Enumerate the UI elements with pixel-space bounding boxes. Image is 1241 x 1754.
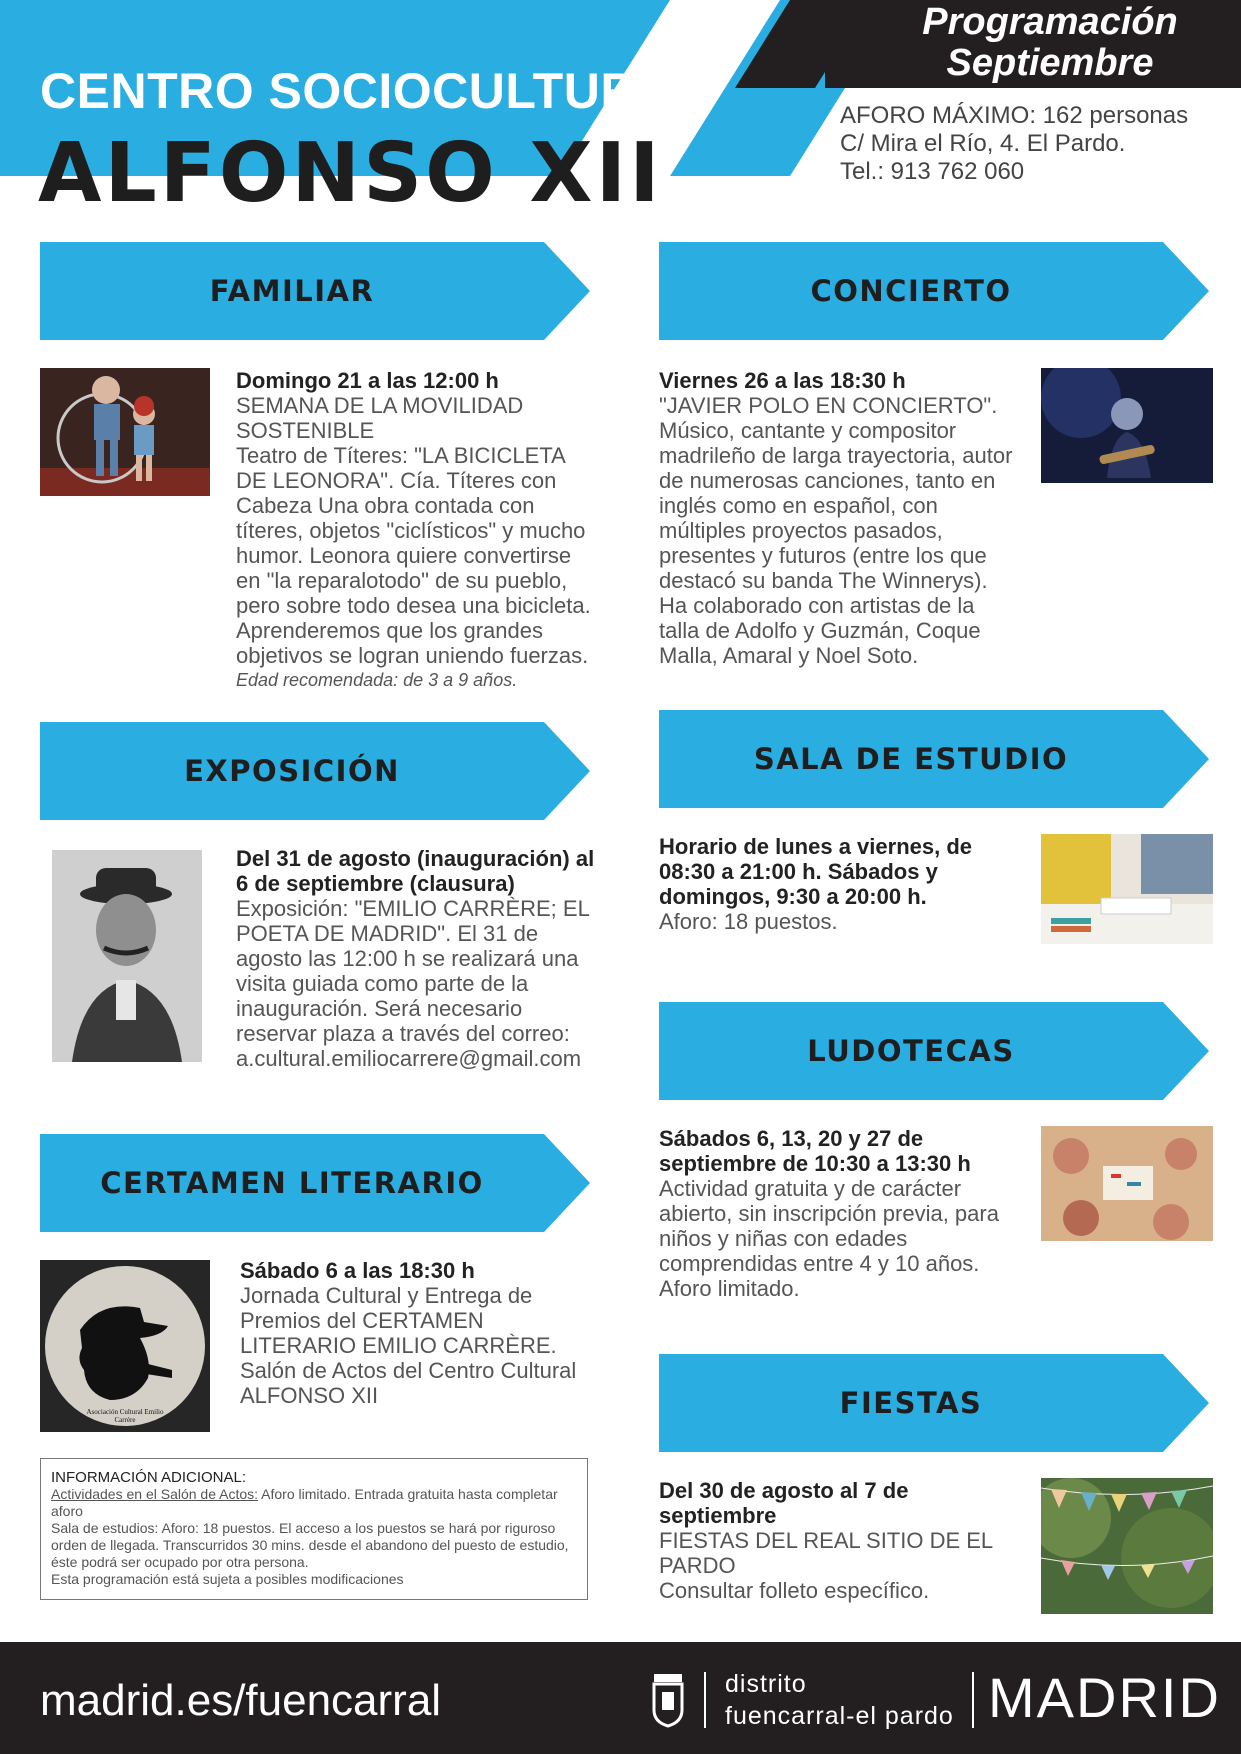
section-label-familiar: FAMILIAR xyxy=(209,274,375,308)
center-subtitle: CENTRO SOCIOCULTURAL xyxy=(40,63,705,119)
estudio-date: Horario de lunes a viernes, de 08:30 a 21:00 h. Sábados y domingos, 9:30 a 20:00 h. xyxy=(659,834,973,909)
section-banner-certamen xyxy=(40,1134,590,1232)
fiestas-bunting-image xyxy=(1041,1478,1213,1614)
footer-distrito: distrito xyxy=(725,1670,807,1698)
contact-info xyxy=(840,102,1188,186)
fiestas-date: Del 30 de agosto al 7 de septiembre xyxy=(659,1478,909,1528)
asociacion-logo-text: Asociación Cultural Emilio Carrère xyxy=(86,1408,164,1424)
concierto-body: "JAVIER POLO EN CONCIERTO". Músico, cantante y compositor madrileño de larga trayectoria, autor de numerosas canciones, tanto en inglés como en español, con múltiples proyectos pasados, presentes y futuros (entre los que destacó su banda The Winnerys). Ha colaborado con artistas de la talla de Adolfo y Guzmán, Coque Malla, Amaral y Noel Soto. xyxy=(659,393,1013,668)
section-label-estudio: SALA DE ESTUDIO xyxy=(753,742,1069,776)
ludotecas-date: Sábados 6, 13, 20 y 27 de septiembre de 10:30 a 13:30 h xyxy=(659,1126,971,1176)
section-label-fiestas: FIESTAS xyxy=(839,1386,983,1420)
footer-divider xyxy=(704,1672,706,1728)
address-text: C/ Mira el Río, 4. El Pardo. xyxy=(840,130,1126,157)
certamen-body: Jornada Cultural y Entrega de Premios del CERTAMEN LITERARIO EMILIO CARRÈRE. xyxy=(240,1283,557,1358)
section-banner-concierto xyxy=(659,242,1209,340)
footer-madrid-logo: MADRID xyxy=(988,1666,1221,1729)
section-label-certamen: CERTAMEN LITERARIO xyxy=(100,1166,484,1200)
ludoteca-image xyxy=(1041,1126,1213,1241)
section-banner-exposicion xyxy=(40,722,590,820)
exposicion-body: Exposición: "EMILIO CARRÈRE; EL POETA DE MADRID". El 31 de agosto las 12:00 h se realizará una visita guiada como parte de la inauguración. Será necesario reservar plaza a través del correo: xyxy=(236,896,589,1046)
footer-district-name: fuencarral-el pardo xyxy=(725,1702,954,1730)
info-salon-text: Aforo limitado. Entrada gratuita hasta completar aforo xyxy=(51,1486,558,1519)
info-box xyxy=(40,1458,588,1600)
footer-district xyxy=(725,1668,954,1732)
familiar-body: Teatro de Títeres: "LA BICICLETA DE LEONORA". Cía. Títeres con Cabeza Una obra contada con títeres, objetos "ciclísticos" y mucho humor. Leonora quiere convertirse en "la reparalotodo" de su pueblo, pero sobre todo desea una bicicleta. Aprenderemos que los grandes objetivos se logran uniendo fuerzas. xyxy=(236,443,591,668)
certamen-date: Sábado 6 a las 18:30 h xyxy=(240,1258,475,1283)
info-salon-label: Actividades en el Salón de Actos: xyxy=(51,1486,259,1502)
section-label-concierto: CONCIERTO xyxy=(810,274,1012,308)
section-label-ludotecas: LUDOTECAS xyxy=(807,1034,1015,1068)
study-image xyxy=(1041,834,1213,944)
section-label-exposicion: EXPOSICIÓN xyxy=(184,754,400,788)
puppets-image xyxy=(40,368,210,496)
madrid-crest-icon xyxy=(650,1670,686,1728)
section-banner-ludotecas xyxy=(659,1002,1209,1100)
center-title: ALFONSO XII xyxy=(38,126,663,221)
exposicion-date: Del 31 de agosto (inauguración) al 6 de septiembre (clausura) xyxy=(236,846,595,896)
aforo-text: AFORO MÁXIMO: 162 personas xyxy=(840,102,1189,129)
certamen-place: Salón de Actos del Centro Cultural ALFONSO XII xyxy=(240,1358,577,1408)
concierto-date: Viernes 26 a las 18:30 h xyxy=(659,368,906,393)
fiestas-line1: FIESTAS DEL REAL SITIO DE EL PARDO xyxy=(659,1528,993,1578)
info-salon xyxy=(51,1486,577,1520)
exposicion-email[interactable]: a.cultural.emiliocarrere@gmail.com xyxy=(236,1046,582,1071)
exposicion-text xyxy=(236,846,596,1071)
concierto-text xyxy=(659,368,1019,668)
familiar-age: Edad recomendada: de 3 a 9 años. xyxy=(236,670,518,690)
footer-divider-2 xyxy=(972,1672,974,1728)
familiar-text xyxy=(236,368,596,693)
programacion-label: Programación xyxy=(922,1,1178,43)
concert-image xyxy=(1041,368,1213,483)
ludotecas-body: Actividad gratuita y de carácter abierto, sin inscripción previa, para niños y niñas con edades comprendidas entre 4 y 10 años. Aforo limitado. xyxy=(659,1176,999,1301)
info-heading: INFORMACIÓN ADICIONAL: xyxy=(51,1469,247,1486)
programacion-title xyxy=(870,2,1230,84)
estudio-body: Aforo: 18 puestos. xyxy=(659,909,838,934)
info-sala: Sala de estudios: Aforo: 18 puestos. El acceso a los puestos se hará por riguroso orden de llegada. Transcurridos 30 mins. desde el abandono del puesto de estudio, éste podrá ser ocupado por otra persona. xyxy=(51,1520,569,1570)
fiestas-body: Consultar folleto específico. xyxy=(659,1578,930,1603)
phone-text: Tel.: 913 762 060 xyxy=(840,158,1025,185)
familiar-line2: SOSTENIBLE xyxy=(236,418,375,443)
ludotecas-text xyxy=(659,1126,1019,1301)
asociacion-logo-image xyxy=(40,1260,210,1432)
carrere-portrait-image xyxy=(52,850,202,1062)
section-banner-familiar xyxy=(40,242,590,340)
familiar-line1: SEMANA DE LA MOVILIDAD xyxy=(236,393,524,418)
section-banner-fiestas xyxy=(659,1354,1209,1452)
footer-url[interactable]: madrid.es/fuencarral xyxy=(40,1676,442,1725)
info-note: Esta programación está sujeta a posibles modificaciones xyxy=(51,1571,404,1587)
month-label: Septiembre xyxy=(946,42,1154,84)
section-banner-estudio xyxy=(659,710,1209,808)
fiestas-text xyxy=(659,1478,1019,1603)
familiar-date: Domingo 21 a las 12:00 h xyxy=(236,368,499,393)
estudio-text xyxy=(659,834,1019,934)
certamen-text xyxy=(240,1258,600,1408)
